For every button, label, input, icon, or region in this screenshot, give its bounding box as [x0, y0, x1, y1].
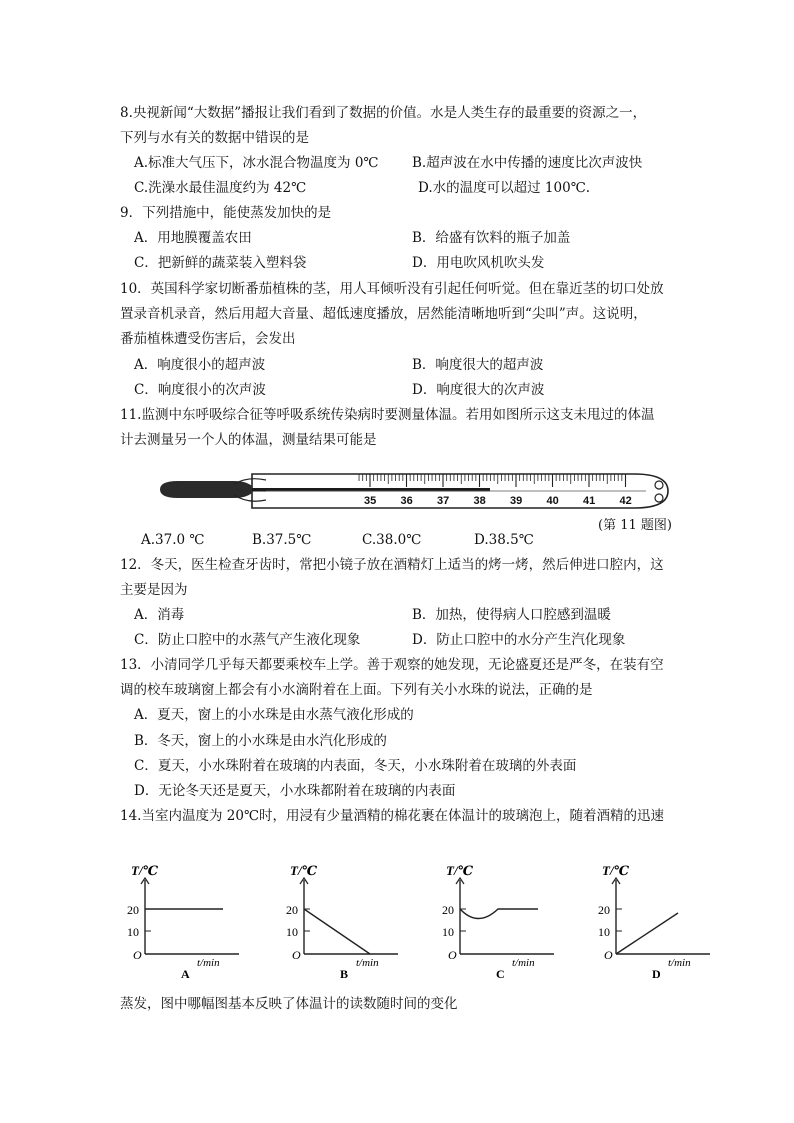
- thermometer-scale-label: 41: [583, 495, 596, 507]
- graph-b-tick-20: 20: [286, 903, 298, 917]
- q12-option-c: C．防止口腔中的水蒸气产生液化现象: [134, 632, 361, 648]
- graph-c-x-label: t/min: [512, 957, 535, 969]
- q12-option-d: D．防止口腔中的水分产生汽化现象: [412, 632, 626, 648]
- graph-c-tick-20: 20: [442, 903, 454, 917]
- graph-c-y-label: T/℃: [446, 863, 474, 878]
- q12-option-a: A．消毒: [134, 607, 185, 623]
- q9-option-c: C．把新鲜的蔬菜装入塑料袋: [134, 255, 307, 271]
- q10-option-a: A．响度很小的超声波: [134, 357, 266, 373]
- graph-a: [125, 858, 241, 980]
- q14-stem-line1: 14.当室内温度为 20℃时，用浸有少量酒精的棉花裹在体温计的玻璃泡上，随着酒精的迅速: [120, 808, 665, 824]
- graph-b-label: B: [340, 967, 349, 980]
- q13-option-c: C．夏天，小水珠附着在玻璃的内表面，冬天，小水珠附着在玻璃的外表面: [134, 758, 577, 774]
- graph-c: [440, 858, 556, 980]
- q11-option-b: B.37.5℃: [252, 532, 312, 548]
- thermometer-scale-label: 38: [473, 495, 486, 507]
- graph-a-tick-20: 20: [127, 903, 139, 917]
- q11-option-a: A.37.0 ℃: [141, 532, 205, 548]
- graph-b-tick-10: 10: [286, 925, 298, 939]
- graph-d-x-label: t/min: [668, 957, 691, 969]
- graph-d-tick-10: 10: [598, 925, 610, 939]
- q8-option-c: C.洗澡水最佳温度约为 42℃: [134, 180, 307, 196]
- thermometer-figure: [156, 460, 678, 512]
- q14-stem-line2: 蒸发，图中哪幅图基本反映了体温计的读数随时间的变化: [120, 996, 458, 1012]
- q11-stem-line2: 计去测量另一个人的体温，测量结果可能是: [120, 432, 377, 448]
- q8-option-a: A.标准大气压下，冰水混合物温度为 0℃: [134, 155, 379, 171]
- q12-option-b: B．加热，使得病人口腔感到温暖: [412, 607, 611, 623]
- graph-d: [596, 858, 712, 980]
- thermometer-scale-label: 36: [400, 495, 413, 507]
- graph-d-label: D: [652, 967, 661, 980]
- q9-stem: 9．下列措施中，能使蒸发加快的是: [120, 205, 332, 221]
- thermometer-scale-label: 37: [437, 495, 450, 507]
- q11-stem-line1: 11.监测中东呼吸综合征等呼吸系统传染病时要测量体温。若用如图所示这支未甩过的体温: [120, 407, 655, 423]
- graph-c-tick-10: 10: [442, 925, 454, 939]
- q10-option-c: C．响度很小的次声波: [134, 382, 266, 398]
- graph-a-x-label: t/min: [197, 957, 220, 969]
- q9-option-d: D．用电吹风机吹头发: [412, 255, 545, 271]
- q10-option-b: B．响度很大的超声波: [412, 357, 544, 373]
- q10-stem-line3: 番茄植株遭受伤害后，会发出: [120, 331, 296, 347]
- graph-b: [284, 858, 400, 980]
- q10-stem-line1: 10．英国科学家切断番茄植株的茎，用人耳倾听没有引起任何听觉。但在靠近茎的切口处放: [120, 281, 664, 297]
- graph-a-y-label: T/℃: [131, 863, 159, 878]
- q12-stem-line1: 12．冬天，医生检查牙齿时，常把小镜子放在酒精灯上适当的烤一烤，然后伸进口腔内，这: [120, 557, 664, 573]
- q8-option-b: B.超声波在水中传播的速度比次声波快: [412, 155, 643, 171]
- graph-b-origin: O: [292, 948, 301, 962]
- q11-option-c: C.38.0℃: [362, 532, 422, 548]
- graph-b-y-label: T/℃: [290, 863, 318, 878]
- graph-a-label: A: [181, 967, 190, 980]
- graph-c-label: C: [496, 967, 505, 980]
- q13-option-d: D．无论冬天还是夏天，小水珠都附着在玻璃的内表面: [134, 783, 456, 799]
- thermometer-scale-label: 40: [546, 495, 559, 507]
- graph-c-curve: [460, 909, 538, 919]
- graph-a-origin: O: [133, 948, 142, 962]
- graph-d-y-label: T/℃: [602, 863, 630, 878]
- q13-option-b: B．冬天，窗上的小水珠是由水汽化形成的: [134, 733, 387, 749]
- q9-option-b: B．给盛有饮料的瓶子加盖: [412, 230, 571, 246]
- graph-c-origin: O: [448, 948, 457, 962]
- graph-b-curve: [304, 909, 370, 954]
- q9-option-a: A．用地膜覆盖农田: [134, 230, 252, 246]
- q13-stem-line2: 调的校车玻璃窗上都会有小水滴附着在上面。下列有关小水珠的说法，正确的是: [120, 682, 593, 698]
- graph-a-tick-10: 10: [127, 925, 139, 939]
- q8-stem-line2: 下列与水有关的数据中错误的是: [120, 130, 309, 146]
- q8-stem-line1: 8.央视新闻“大数据”播报让我们看到了数据的价值。水是人类生存的最重要的资源之一，: [120, 105, 647, 121]
- q12-stem-line2: 主要是因为: [120, 582, 188, 598]
- graph-d-origin: O: [604, 948, 613, 962]
- q11-figure-caption: (第 11 题图): [598, 518, 672, 533]
- q11-option-d: D.38.5℃: [474, 532, 534, 548]
- q13-option-a: A．夏天，窗上的小水珠是由水蒸气液化形成的: [134, 707, 414, 723]
- q10-option-d: D．响度很大的次声波: [412, 382, 545, 398]
- q13-stem-line1: 13．小清同学几乎每天都要乘校车上学。善于观察的她发现，无论盛夏还是严冬，在装有空: [120, 657, 664, 673]
- graph-d-curve: [616, 913, 678, 954]
- thermometer-scale-label: 42: [619, 495, 632, 507]
- graph-d-tick-20: 20: [598, 903, 610, 917]
- graph-b-x-label: t/min: [356, 957, 379, 969]
- thermometer-scale-label: 35: [364, 495, 377, 507]
- q10-stem-line2: 置录音机录音，然后用超大音量、超低速度播放，居然能清晰地听到“尖叫”声。这说明，: [120, 306, 647, 322]
- q8-option-d: D.水的温度可以超过 100℃.: [418, 180, 591, 196]
- thermometer-scale-label: 39: [510, 495, 523, 507]
